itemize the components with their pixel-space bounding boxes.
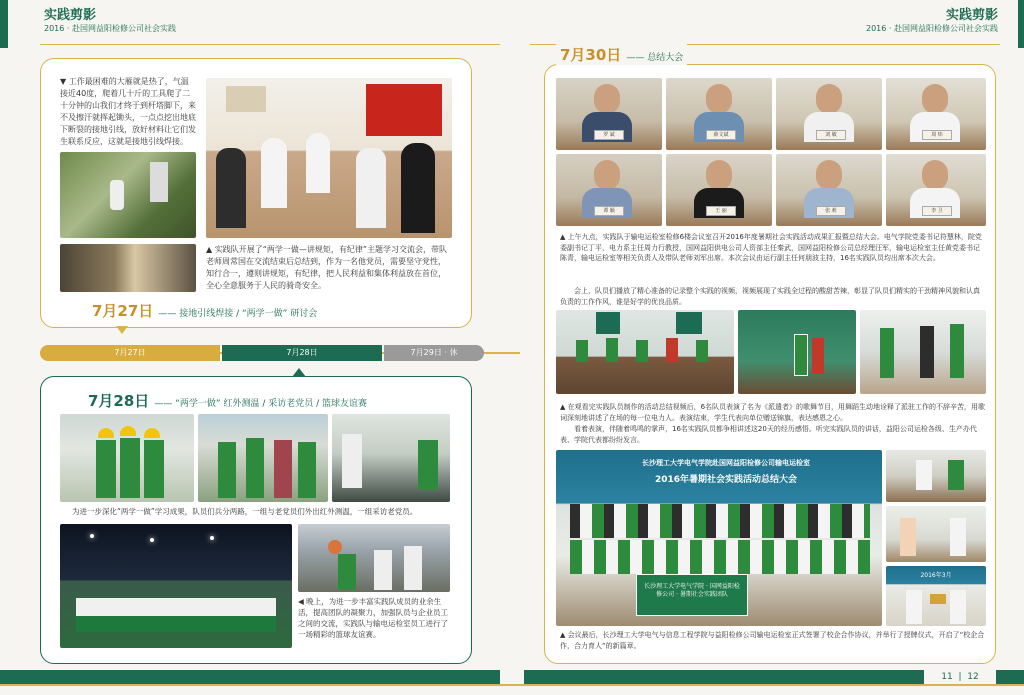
timeline-day-29-label: 7月29日 · 休 bbox=[410, 348, 458, 357]
right-header-title: 实践剪影 bbox=[945, 8, 998, 23]
nameplate-7: 张 莉 bbox=[816, 206, 846, 216]
left-header-title: 实践剪影 bbox=[44, 8, 97, 23]
july30-caption-2: ▲ 在观看完实践队员制作的活动总结视频后，6名队员表演了名为《派遣者》的歌舞节目，用舞蹈生动地诠释了派驻工作的不辞辛苦，用歌词深刻地讲述了在场的每一位电力人。表演结束，学生代表向单位赠送锦旗，表达感恩之心。 bbox=[560, 403, 986, 422]
july27-date: 7月27日 bbox=[92, 302, 154, 320]
portrait-6 bbox=[666, 154, 772, 226]
photo-screen-presentation bbox=[738, 310, 856, 394]
right-header bbox=[866, 4, 998, 34]
timeline-day-28[interactable] bbox=[222, 345, 382, 361]
july30-paragraph-3: 看着表演，伴随着鸣鸣的掌声，16名实践队员都争相讲述这20天的经历感悟。听完实践队员的讲话，益阳公司运检各级、生产办代表、学院代表都纷纷发言。 bbox=[560, 425, 977, 444]
portrait-4 bbox=[886, 78, 986, 150]
right-top-bar bbox=[1018, 0, 1024, 48]
july30-caption-3: ▲ 会议最后，长沙理工大学电气与信息工程学院与益阳检修公司输电运检室正式签署了校企合作协议，并举行了授牌仪式，开启了“校企合作，合力育人”的新篇章。 bbox=[560, 631, 985, 650]
right-header-subtitle: 2016 · 赴国网益阳检修公司社会实践 bbox=[866, 24, 998, 33]
left-header bbox=[44, 4, 176, 34]
july30-paragraph-2: 会上，队员们播放了精心准备的记录整个实践的视频，视频展现了实践全过程的酸甜苦辣，彰显了队员们精实的干劲精神风貌和认真负责的工作作风，谁是好学的优良品质。 bbox=[560, 287, 980, 306]
nameplate-3: 刘 敏 bbox=[816, 130, 846, 140]
july28-date: 7月28日 bbox=[88, 392, 150, 410]
left-header-rule bbox=[40, 44, 500, 45]
timeline-day-27-label: 7月27日 bbox=[114, 348, 146, 357]
photo-stage-performance bbox=[556, 310, 734, 394]
nameplate-2: 薛文斌 bbox=[706, 130, 736, 140]
july30-date: 7月30日 bbox=[560, 46, 622, 64]
photo-basketball-team-night bbox=[60, 524, 292, 648]
july27-subtitle: —— 接地引线焊接 / “两学一做” 研讨会 bbox=[158, 309, 318, 319]
july27-paragraph-1: ▼ 工作最困难的大雁就是热了，气温接近40度，爬着几十斤的工具爬了二十分钟的山我们才终于到杆塔脚下，来不及擦汗就挥起锄头，一点点挖出地底下断裂的接地引线，放好材料让它们发生联系反应，这就是接地引线焊接。 bbox=[60, 77, 196, 146]
portrait-2 bbox=[666, 78, 772, 150]
photo-outdoor-group bbox=[198, 414, 328, 502]
photo-flag-presentation bbox=[860, 310, 986, 394]
page-numbers: 11 | 12 bbox=[941, 672, 979, 682]
photo-mountain-worker bbox=[60, 152, 196, 238]
timeline-day-29[interactable] bbox=[384, 345, 484, 361]
right-footer-bar bbox=[524, 670, 924, 684]
right-footer-cap bbox=[996, 670, 1024, 684]
portrait-3 bbox=[776, 78, 882, 150]
portrait-8 bbox=[886, 154, 986, 226]
july28-heading bbox=[88, 390, 367, 411]
portrait-5 bbox=[556, 154, 662, 226]
nameplate-4: 周 炜 bbox=[922, 130, 952, 140]
july28-subtitle: —— “两学一做” 红外测温 / 采访老党员 / 篮球友谊赛 bbox=[154, 399, 367, 409]
july30-heading bbox=[556, 44, 687, 65]
july28-caption-row1: 为进一步深化“两学一做”学习成果，队员们兵分两路，一组与老党员们外出红外测温，一组采访老党员。 bbox=[72, 507, 418, 516]
portrait-1 bbox=[556, 78, 662, 150]
photo-welding-close-up bbox=[60, 244, 196, 292]
small-banner-text: 2016年3月 bbox=[920, 572, 952, 579]
photo-signing-1 bbox=[886, 450, 986, 502]
left-footer-bar bbox=[0, 670, 500, 684]
photo-plaque-ceremony bbox=[886, 566, 986, 626]
nameplate-8: 李 卫 bbox=[922, 206, 952, 216]
green-flag bbox=[636, 574, 748, 616]
july27-heading bbox=[88, 300, 321, 321]
nameplate-5: 谭 颖 bbox=[594, 206, 624, 216]
portrait-7 bbox=[776, 154, 882, 226]
photo-interview-room bbox=[332, 414, 450, 502]
left-top-bar bbox=[0, 0, 8, 48]
photo-study-meeting bbox=[206, 78, 452, 238]
july30-paragraph-1: ▲ 上午九点，实践队于输电运检室检修6楼会议室召开2016年度暑期社会实践活动成果汇报暨总结大会。电气学院党委书记符慧林，院党委副书记丁平，电力系主任周力行教授，国网益阳供电公司人资部主任秦武，国网益阳检修公司总经理汪军，输电运检室主任黄党委书记陈青，输电运检室等相关负责人及带队老师刘军出席。本次会议由运行副主任何朋波主持，16名实践队员均出席本次大会。 bbox=[560, 233, 982, 262]
july27-paragraph-2: ▲ 实践队开展了“两学一做—讲规矩，有纪律”主题学习交流会，带队老师周常国在交流结束后总结到，作为一名他党员，需要坚守党性，知行合一，遵则讲规矩，有纪律，把人民利益和集体利益放在首位，全心全意服务于人民的骑奇安全。 bbox=[206, 245, 447, 290]
left-header-subtitle: 2016 · 赴国网益阳检修公司社会实践 bbox=[44, 24, 176, 33]
photo-basketball-game bbox=[298, 524, 450, 592]
photo-signing-2 bbox=[886, 506, 986, 562]
july30-subtitle: —— 总结大会 bbox=[626, 53, 684, 63]
nameplate-1: 罗 斌 bbox=[594, 130, 624, 140]
nameplate-6: 王 丽 bbox=[706, 206, 736, 216]
timeline-day-27[interactable] bbox=[40, 345, 220, 361]
july27-pointer bbox=[116, 326, 128, 334]
timeline-day-28-label: 7月28日 bbox=[286, 348, 318, 357]
flag-text: 长沙理工大学电气学院 · 国网益阳检修公司 · 暑期社会实践团队 bbox=[644, 583, 740, 598]
footer-gold-line bbox=[0, 684, 1024, 686]
july28-pointer bbox=[292, 368, 306, 377]
photo-group-banner bbox=[556, 450, 882, 626]
banner-line-2: 2016年暑期社会实践活动总结大会 bbox=[654, 475, 798, 485]
photo-infrared-team bbox=[60, 414, 194, 502]
banner-line-1: 长沙理工大学电气学院赴国网益阳检修公司输电运检室 bbox=[642, 459, 810, 467]
july28-paragraph-3: ◀ 晚上，为进一步丰富实践队成员的业余生活，提高团队的凝聚力，加强队员与企业员工之间的交流，实践队与输电运检室员工进行了一场精彩的篮球友谊赛。 bbox=[298, 597, 448, 639]
